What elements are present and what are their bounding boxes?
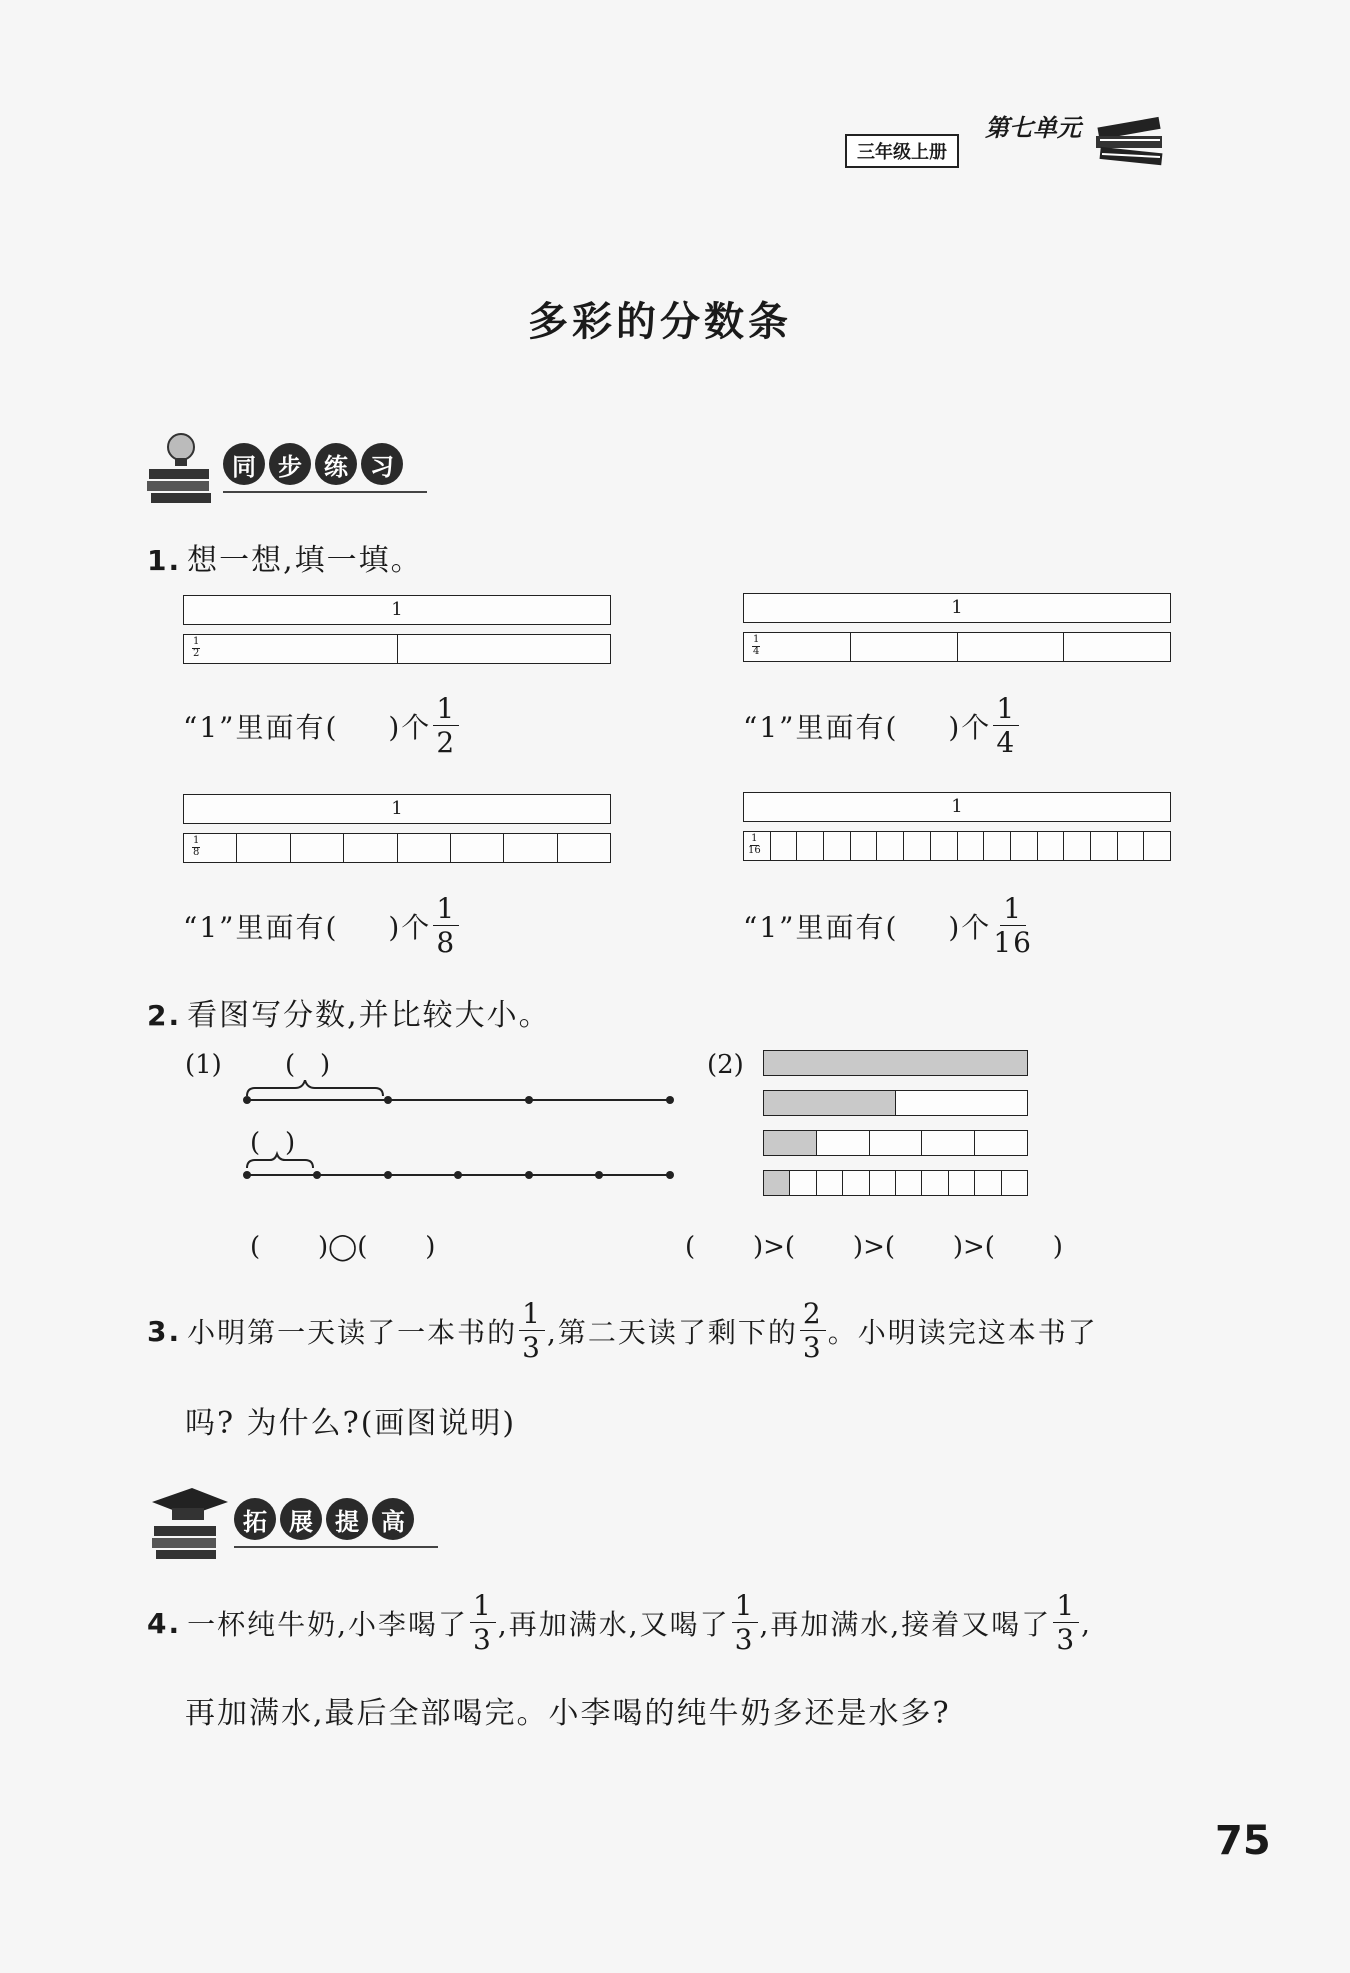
fraction-bar-whole: 1 <box>743 792 1171 822</box>
unit-label: 第七单元 <box>985 114 1081 142</box>
page-title: 多彩的分数条 <box>528 298 792 345</box>
fraction-bar-whole: 1 <box>743 593 1171 623</box>
question-4-line2: 再加满水,最后全部喝完。小李喝的纯牛奶多还是水多? <box>185 1696 951 1731</box>
question-3-line2: 吗? 为什么?(画图说明) <box>185 1406 517 1441</box>
section-char: 展 <box>280 1498 322 1540</box>
books-icon <box>1090 108 1170 170</box>
section-practice <box>145 425 425 505</box>
header-badge <box>845 108 1175 170</box>
part-1-label: (1) <box>185 1050 222 1080</box>
graduation-cap-icon <box>148 1480 228 1560</box>
question-4: 4. 一杯纯牛奶,小李喝了 $\frac{1}{3}$ ,再加满水,又喝了 $\frac{1}{3}$ ,再加满水,接着又喝了 $\frac{1}{3}$ , <box>147 1589 1093 1656</box>
shaded-bar-whole <box>763 1050 1028 1076</box>
question-3: 3. 小明第一天读了一本书的 $\frac{1}{3}$ ,第二天读了剩下的 $\frac{2}{3}$ 。小明读完这本书了 <box>147 1297 1098 1364</box>
fraction-bar-sixteenths: 1 16 <box>743 831 1171 861</box>
fraction-bar-quarters: 1 4 <box>743 632 1171 662</box>
fill-sentence: “1”里面有( )个 $\frac{1}{4}$ <box>743 695 1021 757</box>
grade-label: 三年级上册 <box>845 134 959 168</box>
section-char: 习 <box>361 443 403 485</box>
shaded-bar-fifths <box>763 1130 1028 1156</box>
fill-sentence: “1”里面有( )个 $\frac{1}{16}$ <box>743 892 1033 959</box>
section-char: 同 <box>223 443 265 485</box>
compare-blank-2[interactable]: ( )>( )>( )>( ) <box>685 1232 1063 1262</box>
section-char: 提 <box>326 1498 368 1540</box>
shaded-bar-halves <box>763 1090 1028 1116</box>
section-char: 步 <box>269 443 311 485</box>
section-extend <box>148 1480 428 1560</box>
fraction-bar-whole: 1 <box>183 794 611 824</box>
section-char: 练 <box>315 443 357 485</box>
shaded-bar-tenths <box>763 1170 1028 1196</box>
fraction-bar-halves: 1 2 <box>183 634 611 664</box>
fraction-bar-eighths: 1 8 <box>183 833 611 863</box>
number-lines <box>235 1080 675 1190</box>
question-1: 1. 想一想,填一填。 <box>147 543 423 578</box>
section-char: 高 <box>372 1498 414 1540</box>
section-char: 拓 <box>234 1498 276 1540</box>
compare-blank-1[interactable]: ( )◯( ) <box>250 1232 436 1262</box>
brace-blank[interactable]: ( ) <box>285 1050 331 1080</box>
part-2-label: (2) <box>707 1050 744 1080</box>
brace-blank[interactable]: ( ) <box>250 1128 296 1158</box>
fraction-bar-whole: 1 <box>183 595 611 625</box>
fill-sentence: “1”里面有( )个 $\frac{1}{2}$ <box>183 695 461 757</box>
question-2: 2. 看图写分数,并比较大小。 <box>147 998 551 1033</box>
books-bulb-icon <box>145 425 215 505</box>
fill-sentence: “1”里面有( )个 $\frac{1}{8}$ <box>183 895 461 957</box>
page-number: 75 <box>1215 1818 1271 1864</box>
